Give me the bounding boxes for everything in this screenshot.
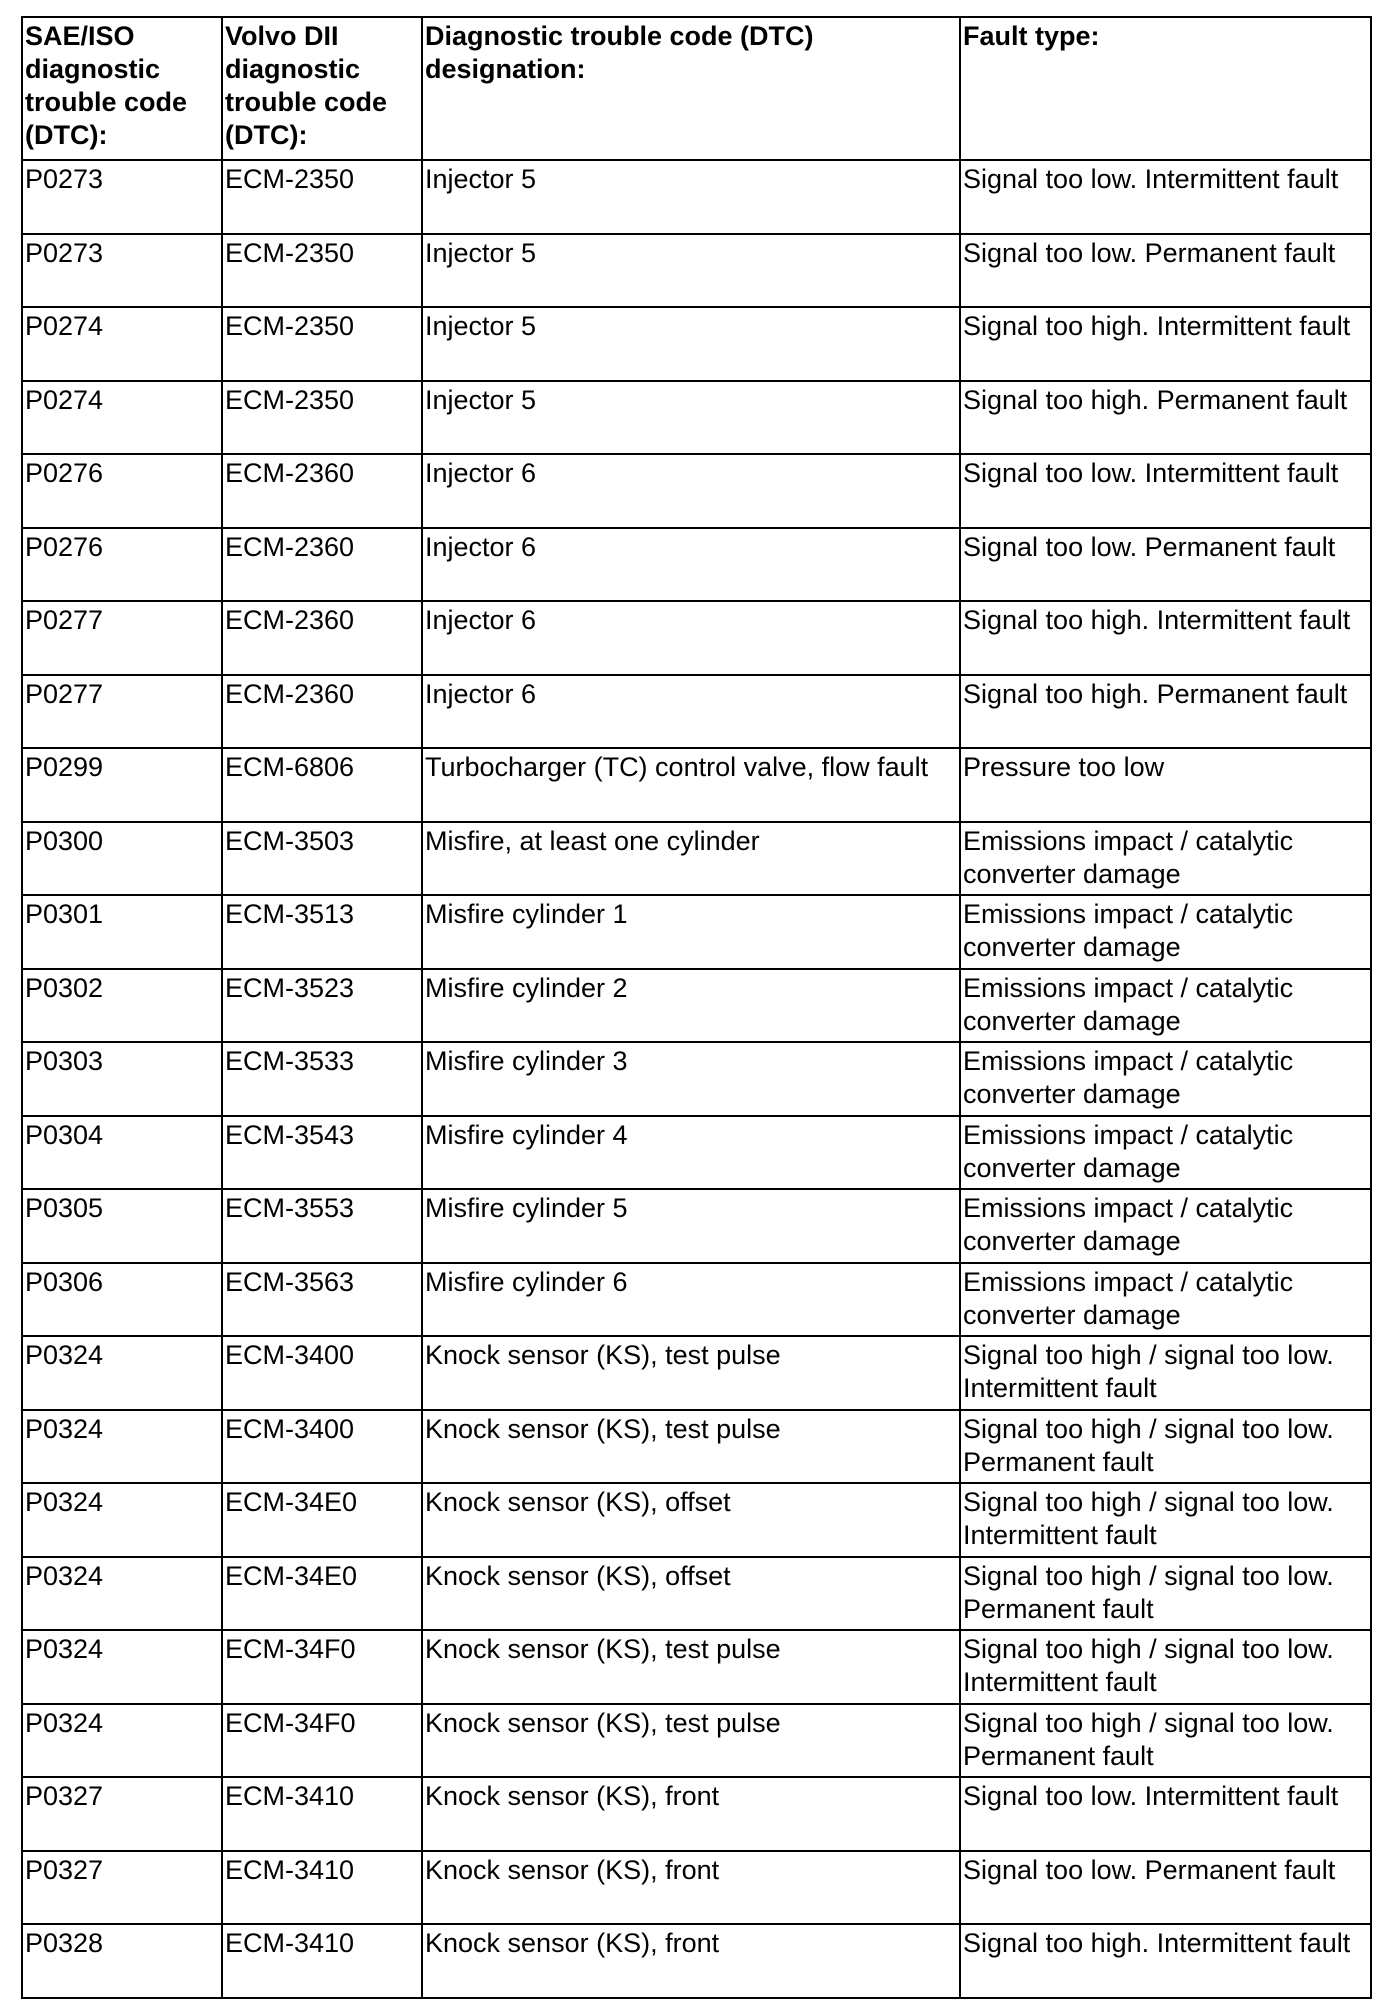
fault-type-cell: Signal too high / signal too low. Intermittent fault [960, 1483, 1371, 1557]
header-row [22, 17, 1371, 160]
designation-cell: Misfire cylinder 3 [422, 1042, 960, 1116]
designation-cell: Injector 5 [422, 307, 960, 381]
volvo-dii-code-cell: ECM-3410 [222, 1851, 422, 1925]
header-volvo-dii-dtc: Volvo DII diagnostic trouble code (DTC): [222, 17, 422, 160]
sae-iso-code-cell: P0324 [22, 1483, 222, 1557]
table-row [22, 381, 1371, 455]
fault-type-cell: Signal too low. Intermittent fault [960, 1777, 1371, 1851]
sae-iso-code-cell: P0303 [22, 1042, 222, 1116]
fault-type-cell: Signal too high. Permanent fault [960, 381, 1371, 455]
volvo-dii-code-cell: ECM-3533 [222, 1042, 422, 1116]
table-row [22, 1116, 1371, 1190]
volvo-dii-code-cell: ECM-3400 [222, 1336, 422, 1410]
table-row [22, 1557, 1371, 1631]
sae-iso-code-cell: P0305 [22, 1189, 222, 1263]
volvo-dii-code-cell: ECM-3553 [222, 1189, 422, 1263]
volvo-dii-code-cell: ECM-3513 [222, 895, 422, 969]
dtc-table-body [22, 160, 1371, 1998]
sae-iso-code-cell: P0328 [22, 1924, 222, 1998]
fault-type-cell: Emissions impact / catalytic converter damage [960, 1189, 1371, 1263]
fault-type-cell: Signal too low. Intermittent fault [960, 160, 1371, 234]
sae-iso-code-cell: P0327 [22, 1777, 222, 1851]
table-row [22, 895, 1371, 969]
fault-type-cell: Signal too low. Permanent fault [960, 528, 1371, 602]
designation-cell: Knock sensor (KS), front [422, 1777, 960, 1851]
table-row [22, 234, 1371, 308]
volvo-dii-code-cell: ECM-2360 [222, 454, 422, 528]
sae-iso-code-cell: P0274 [22, 381, 222, 455]
designation-cell: Knock sensor (KS), test pulse [422, 1704, 960, 1778]
table-row [22, 822, 1371, 896]
fault-type-cell: Signal too high. Intermittent fault [960, 601, 1371, 675]
designation-cell: Injector 6 [422, 601, 960, 675]
designation-cell: Knock sensor (KS), test pulse [422, 1410, 960, 1484]
table-row [22, 1189, 1371, 1263]
volvo-dii-code-cell: ECM-3400 [222, 1410, 422, 1484]
volvo-dii-code-cell: ECM-2350 [222, 381, 422, 455]
fault-type-cell: Emissions impact / catalytic converter damage [960, 969, 1371, 1043]
volvo-dii-code-cell: ECM-2350 [222, 307, 422, 381]
designation-cell: Misfire cylinder 5 [422, 1189, 960, 1263]
designation-cell: Misfire cylinder 4 [422, 1116, 960, 1190]
designation-cell: Injector 6 [422, 454, 960, 528]
table-row [22, 1410, 1371, 1484]
table-row [22, 528, 1371, 602]
volvo-dii-code-cell: ECM-3543 [222, 1116, 422, 1190]
table-row [22, 1483, 1371, 1557]
fault-type-cell: Emissions impact / catalytic converter damage [960, 895, 1371, 969]
fault-type-cell: Signal too low. Intermittent fault [960, 454, 1371, 528]
sae-iso-code-cell: P0276 [22, 454, 222, 528]
sae-iso-code-cell: P0299 [22, 748, 222, 822]
table-row [22, 1704, 1371, 1778]
header-sae-iso-dtc: SAE/ISO diagnostic trouble code (DTC): [22, 17, 222, 160]
designation-cell: Misfire cylinder 1 [422, 895, 960, 969]
sae-iso-code-cell: P0274 [22, 307, 222, 381]
sae-iso-code-cell: P0324 [22, 1557, 222, 1631]
volvo-dii-code-cell: ECM-2360 [222, 528, 422, 602]
sae-iso-code-cell: P0301 [22, 895, 222, 969]
fault-type-cell: Emissions impact / catalytic converter damage [960, 1116, 1371, 1190]
volvo-dii-code-cell: ECM-2350 [222, 234, 422, 308]
fault-type-cell: Emissions impact / catalytic converter damage [960, 822, 1371, 896]
designation-cell: Knock sensor (KS), test pulse [422, 1336, 960, 1410]
volvo-dii-code-cell: ECM-3523 [222, 969, 422, 1043]
volvo-dii-code-cell: ECM-3410 [222, 1777, 422, 1851]
fault-type-cell: Signal too high / signal too low. Permanent fault [960, 1410, 1371, 1484]
volvo-dii-code-cell: ECM-34F0 [222, 1704, 422, 1778]
designation-cell: Knock sensor (KS), front [422, 1851, 960, 1925]
sae-iso-code-cell: P0277 [22, 601, 222, 675]
sae-iso-code-cell: P0304 [22, 1116, 222, 1190]
fault-type-cell: Signal too low. Permanent fault [960, 234, 1371, 308]
sae-iso-code-cell: P0277 [22, 675, 222, 749]
table-row [22, 969, 1371, 1043]
header-dtc-designation: Diagnostic trouble code (DTC) designation: [422, 17, 960, 160]
volvo-dii-code-cell: ECM-3503 [222, 822, 422, 896]
volvo-dii-code-cell: ECM-2360 [222, 601, 422, 675]
fault-type-cell: Emissions impact / catalytic converter damage [960, 1263, 1371, 1337]
table-row [22, 1924, 1371, 1998]
designation-cell: Turbocharger (TC) control valve, flow fault [422, 748, 960, 822]
table-row [22, 1777, 1371, 1851]
sae-iso-code-cell: P0327 [22, 1851, 222, 1925]
sae-iso-code-cell: P0324 [22, 1704, 222, 1778]
volvo-dii-code-cell: ECM-3563 [222, 1263, 422, 1337]
designation-cell: Misfire cylinder 2 [422, 969, 960, 1043]
dtc-table [21, 16, 1372, 1999]
designation-cell: Knock sensor (KS), offset [422, 1483, 960, 1557]
fault-type-cell: Signal too high. Intermittent fault [960, 307, 1371, 381]
dtc-table-header [22, 17, 1371, 160]
sae-iso-code-cell: P0324 [22, 1336, 222, 1410]
volvo-dii-code-cell: ECM-34F0 [222, 1630, 422, 1704]
fault-type-cell: Signal too high. Intermittent fault [960, 1924, 1371, 1998]
table-row [22, 1851, 1371, 1925]
designation-cell: Knock sensor (KS), offset [422, 1557, 960, 1631]
fault-type-cell: Pressure too low [960, 748, 1371, 822]
table-row [22, 1263, 1371, 1337]
table-row [22, 1336, 1371, 1410]
designation-cell: Knock sensor (KS), front [422, 1924, 960, 1998]
table-row [22, 748, 1371, 822]
designation-cell: Injector 5 [422, 160, 960, 234]
fault-type-cell: Emissions impact / catalytic converter damage [960, 1042, 1371, 1116]
designation-cell: Knock sensor (KS), test pulse [422, 1630, 960, 1704]
designation-cell: Injector 5 [422, 234, 960, 308]
sae-iso-code-cell: P0324 [22, 1410, 222, 1484]
fault-type-cell: Signal too high / signal too low. Permanent fault [960, 1704, 1371, 1778]
designation-cell: Misfire cylinder 6 [422, 1263, 960, 1337]
sae-iso-code-cell: P0302 [22, 969, 222, 1043]
table-row [22, 601, 1371, 675]
table-row [22, 1042, 1371, 1116]
designation-cell: Injector 6 [422, 528, 960, 602]
volvo-dii-code-cell: ECM-6806 [222, 748, 422, 822]
sae-iso-code-cell: P0273 [22, 160, 222, 234]
table-row [22, 454, 1371, 528]
table-row [22, 675, 1371, 749]
designation-cell: Misfire, at least one cylinder [422, 822, 960, 896]
fault-type-cell: Signal too high. Permanent fault [960, 675, 1371, 749]
designation-cell: Injector 5 [422, 381, 960, 455]
sae-iso-code-cell: P0276 [22, 528, 222, 602]
designation-cell: Injector 6 [422, 675, 960, 749]
sae-iso-code-cell: P0300 [22, 822, 222, 896]
sae-iso-code-cell: P0324 [22, 1630, 222, 1704]
sae-iso-code-cell: P0306 [22, 1263, 222, 1337]
table-row [22, 160, 1371, 234]
volvo-dii-code-cell: ECM-34E0 [222, 1557, 422, 1631]
header-fault-type: Fault type: [960, 17, 1371, 160]
volvo-dii-code-cell: ECM-34E0 [222, 1483, 422, 1557]
fault-type-cell: Signal too low. Permanent fault [960, 1851, 1371, 1925]
volvo-dii-code-cell: ECM-3410 [222, 1924, 422, 1998]
fault-type-cell: Signal too high / signal too low. Intermittent fault [960, 1336, 1371, 1410]
table-row [22, 307, 1371, 381]
fault-type-cell: Signal too high / signal too low. Permanent fault [960, 1557, 1371, 1631]
table-row [22, 1630, 1371, 1704]
volvo-dii-code-cell: ECM-2350 [222, 160, 422, 234]
sae-iso-code-cell: P0273 [22, 234, 222, 308]
fault-type-cell: Signal too high / signal too low. Intermittent fault [960, 1630, 1371, 1704]
volvo-dii-code-cell: ECM-2360 [222, 675, 422, 749]
